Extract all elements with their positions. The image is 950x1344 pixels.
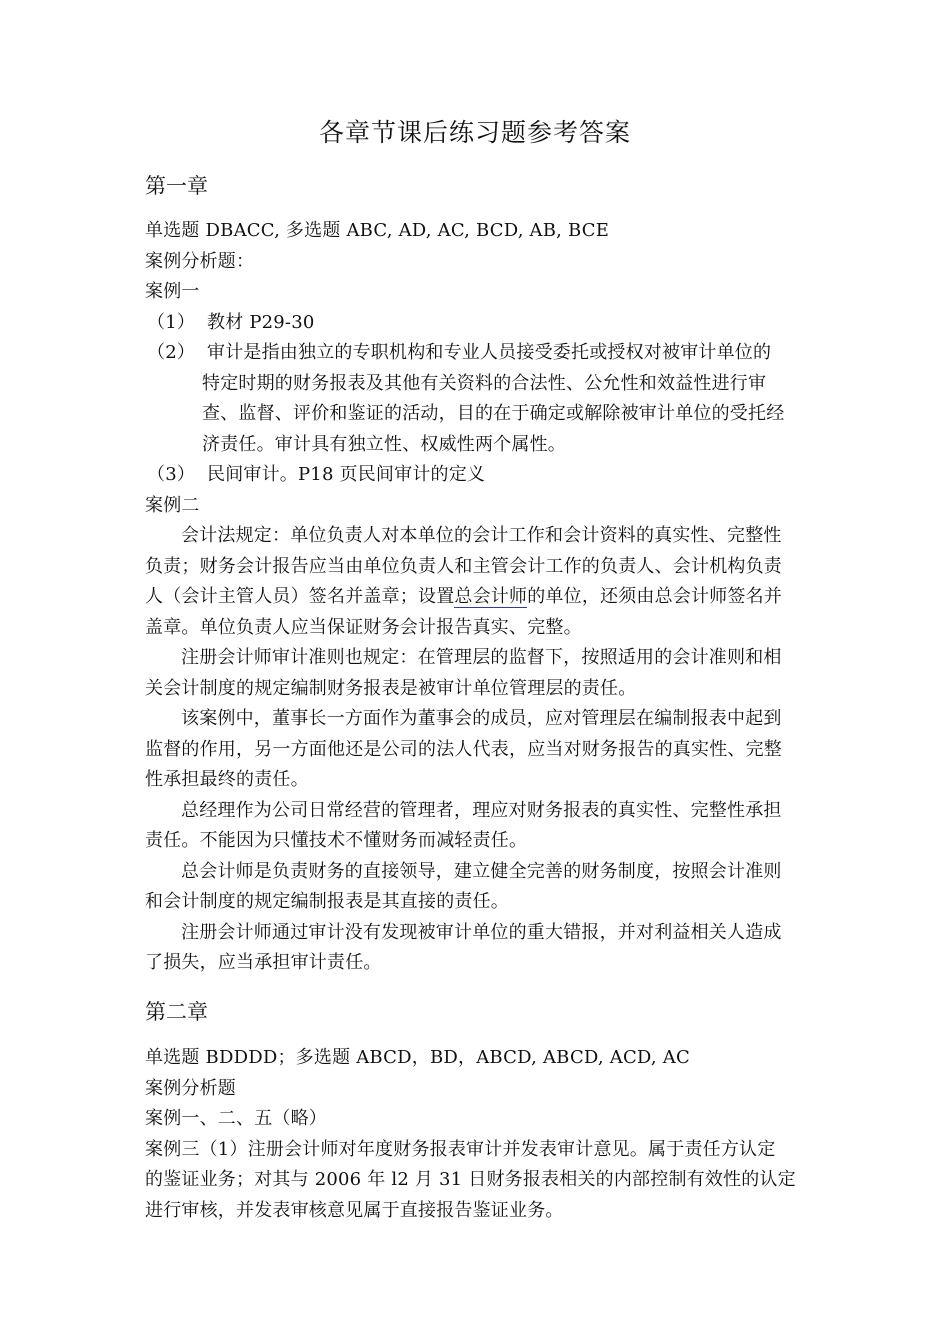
item-text-continued: 特定时期的财务报表及其他有关资料的合法性、公允性和效益性进行审 <box>202 372 767 394</box>
item-text-continued: 济责任。审计具有独立性、权威性两个属性。 <box>202 433 566 455</box>
paragraph-line: 的鉴证业务；对其与 2006 年 l2 月 31 日财务报表相关的内部控制有效性的认定 <box>145 1169 796 1190</box>
paragraph-line: 进行审核，并发表审核意见属于直接报告鉴证业务。 <box>145 1199 564 1221</box>
case-two-label: 案例二 <box>145 494 200 516</box>
case-one-item-1 <box>145 308 815 339</box>
case-one-item-3 <box>145 460 815 491</box>
chapter-two-body <box>145 1043 815 1226</box>
paragraph-line: 案例三（1）注册会计师对年度财务报表审计并发表审计意见。属于责任方认定 <box>145 1138 776 1160</box>
paragraph-line: 负责；财务会计报告应当由单位负责人和主管会计工作的负责人、会计机构负责 <box>145 555 782 577</box>
case-one-item-2 <box>145 338 815 369</box>
chief-accountant-link[interactable]: 总会计师 <box>454 586 528 607</box>
item-text: 民间审计。P18 页民间审计的定义 <box>207 464 486 485</box>
chapter-one-heading: 第一章 <box>145 174 208 198</box>
item-number: （3） <box>147 464 196 485</box>
item-text: 审计是指由独立的专职机构和专业人员接受委托或授权对被审计单位的 <box>207 342 772 363</box>
item-number: （1） <box>147 311 196 333</box>
paragraph-line: 该案例中，董事长一方面作为董事会的成员，应对管理层在编制报表中起到 <box>181 708 782 729</box>
paragraph-line <box>145 582 815 613</box>
chapter-one-answers: 单选题 DBACC, 多选题 ABC, AD, AC, BCD, AB, BCE <box>145 220 610 241</box>
chapter-one-body <box>145 216 815 979</box>
paragraph-line: 了损失，应当承担审计责任。 <box>145 952 382 973</box>
case-one-label: 案例一 <box>145 281 200 302</box>
item-number: （2） <box>147 342 196 363</box>
document-title: 各章节课后练习题参考答案 <box>318 118 631 147</box>
chapter-two-heading: 第二章 <box>145 1000 208 1024</box>
paragraph-line: 监督的作用，另一方面他还是公司的法人代表，应当对财务报告的真实性、完整 <box>145 738 782 760</box>
paragraph-line: 性承担最终的责任。 <box>145 769 309 790</box>
paragraph-line: 会计法规定：单位负责人对本单位的会计工作和会计资料的真实性、完整性 <box>181 525 782 546</box>
paragraph-line: 总会计师是负责财务的直接领导，建立健全完善的财务制度，按照会计准则 <box>181 860 782 882</box>
item-text: 教材 P29-30 <box>207 311 315 333</box>
case-omitted-label: 案例一、二、五（略） <box>145 1108 327 1129</box>
case-analysis-label: 案例分析题 <box>145 1077 236 1099</box>
paragraph-text: 人（会计主管人员）签名并盖章；设置 <box>145 586 455 607</box>
paragraph-line: 注册会计师审计准则也规定：在管理层的监督下，按照适用的会计准则和相 <box>181 647 782 668</box>
paragraph-line: 盖章。单位负责人应当保证财务会计报告真实、完整。 <box>145 616 582 638</box>
paragraph-line: 责任。不能因为只懂技术不懂财务而减轻责任。 <box>145 830 528 851</box>
paragraph-line: 注册会计师通过审计没有发现被审计单位的重大错报，并对利益相关人造成 <box>181 921 782 943</box>
chapter-two-answers: 单选题 BDDDD；多选题 ABCD，BD，ABCD, ABCD, ACD, AC <box>145 1047 690 1068</box>
paragraph-line: 总经理作为公司日常经营的管理者，理应对财务报表的真实性、完整性承担 <box>181 799 782 821</box>
paragraph-line: 和会计制度的规定编制报表是其直接的责任。 <box>145 891 509 912</box>
paragraph-text: 的单位，还须由总会计师签名并 <box>527 586 783 607</box>
case-analysis-label: 案例分析题： <box>145 250 255 272</box>
item-text-continued: 查、监督、评价和鉴证的活动，目的在于确定或解除被审计单位的受托经 <box>202 403 785 424</box>
paragraph-line: 关会计制度的规定编制财务报表是被审计单位管理层的责任。 <box>145 677 637 699</box>
